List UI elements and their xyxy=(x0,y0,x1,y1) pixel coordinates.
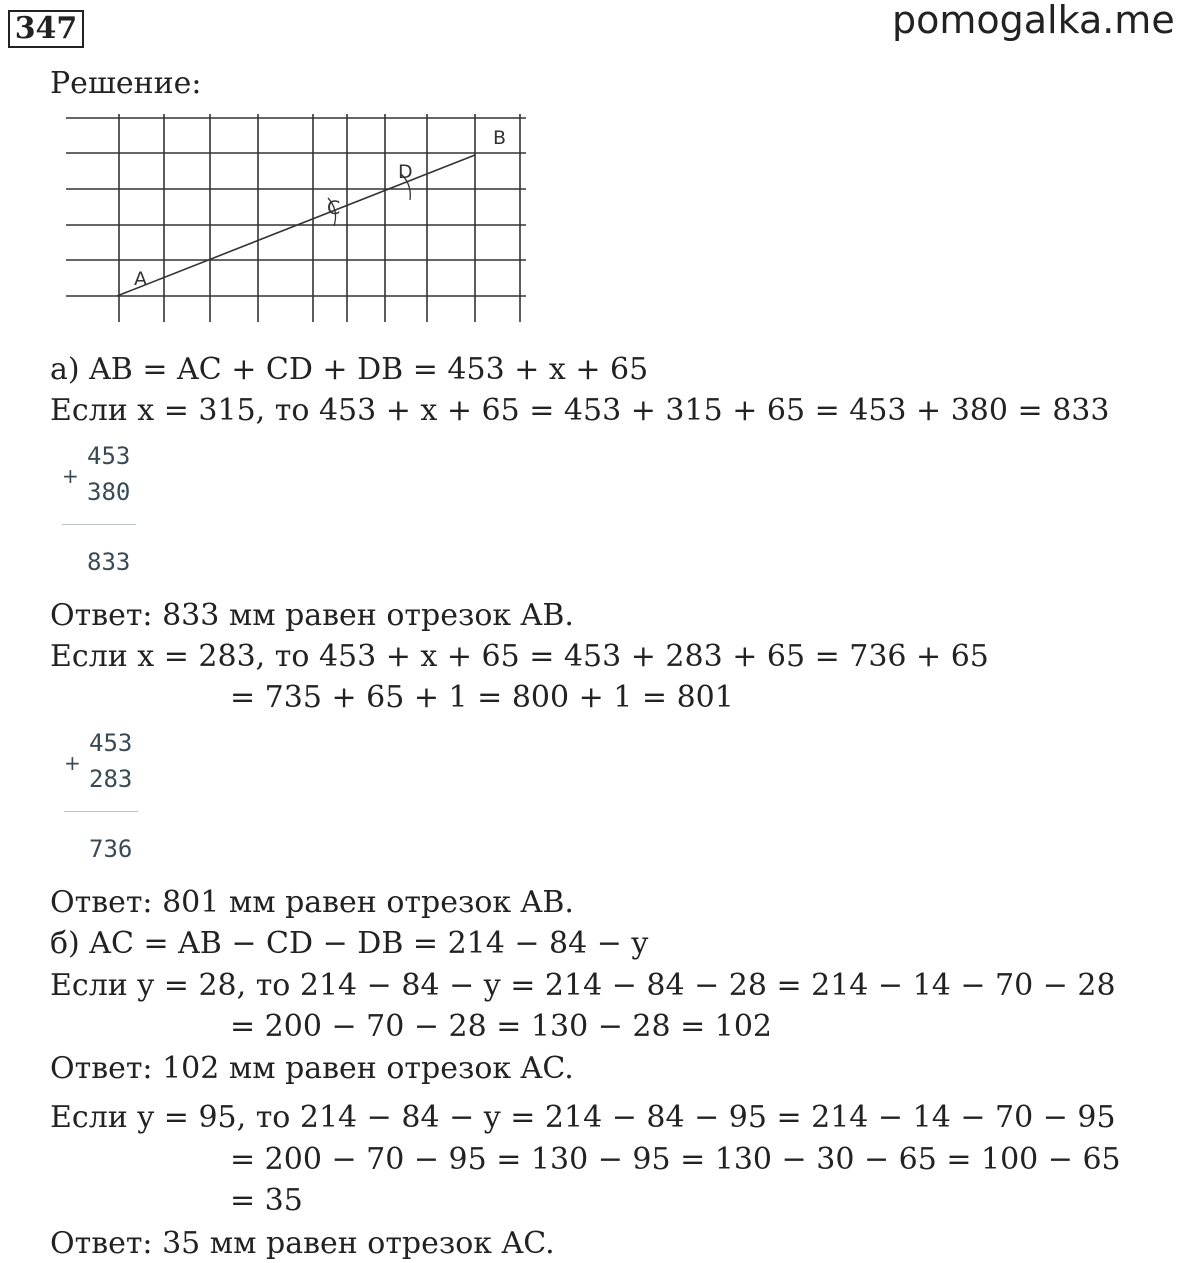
sum-rule xyxy=(62,524,136,525)
label-point-c: C xyxy=(327,197,341,219)
part-a-case1-line: Если x = 315, то 453 + x + 65 = 453 + 315 + 65 = 453 + 380 = 833 xyxy=(50,393,1110,428)
sum-rule xyxy=(64,811,138,812)
part-a-case1-answer: Ответ: 833 мм равен отрезок AB. xyxy=(50,598,574,633)
plus-sign: + xyxy=(64,751,81,775)
part-b-case1-line1: Если y = 28, то 214 − 84 − y = 214 − 84 − 28 = 214 − 14 − 70 − 28 xyxy=(50,968,1116,1003)
sum-result: 736 xyxy=(89,835,133,863)
problem-number: 347 xyxy=(8,10,84,48)
grid-lines xyxy=(66,114,526,322)
part-b-case2-line2: = 200 − 70 − 95 = 130 − 95 = 130 − 30 − 65 = 100 − 65 xyxy=(230,1142,1121,1177)
part-a-equation: а) AB = AC + CD + DB = 453 + x + 65 xyxy=(50,352,649,387)
part-b-case2-answer: Ответ: 35 мм равен отрезок AC. xyxy=(50,1226,555,1261)
part-a-case2-line2: = 735 + 65 + 1 = 800 + 1 = 801 xyxy=(230,680,734,715)
part-a-case2-line1: Если x = 283, то 453 + x + 65 = 453 + 283 + 65 = 736 + 65 xyxy=(50,639,989,674)
label-point-b: B xyxy=(493,127,507,149)
addend-bottom: 283 xyxy=(89,765,133,793)
part-b-case2-line1: Если y = 95, то 214 − 84 − y = 214 − 84 − 95 = 214 − 14 − 70 − 95 xyxy=(50,1100,1116,1135)
label-point-a: A xyxy=(134,268,147,290)
part-b-case2-line3: = 35 xyxy=(230,1183,303,1218)
addend-bottom: 380 xyxy=(87,478,131,506)
part-b-case1-line2: = 200 − 70 − 28 = 130 − 28 = 102 xyxy=(230,1009,773,1044)
plus-sign: + xyxy=(62,464,79,488)
part-b-equation: б) AC = AB − CD − DB = 214 − 84 − y xyxy=(50,926,649,961)
solution-label: Решение: xyxy=(50,66,202,101)
segment-grid-diagram xyxy=(60,110,530,326)
sum-result: 833 xyxy=(87,548,131,576)
part-a-case2-answer: Ответ: 801 мм равен отрезок AB. xyxy=(50,885,574,920)
site-watermark: pomogalka.me xyxy=(892,0,1175,42)
addend-top: 453 xyxy=(87,442,131,470)
addend-top: 453 xyxy=(89,729,133,757)
label-point-d: D xyxy=(398,161,413,183)
part-b-case1-answer: Ответ: 102 мм равен отрезок AC. xyxy=(50,1051,574,1086)
